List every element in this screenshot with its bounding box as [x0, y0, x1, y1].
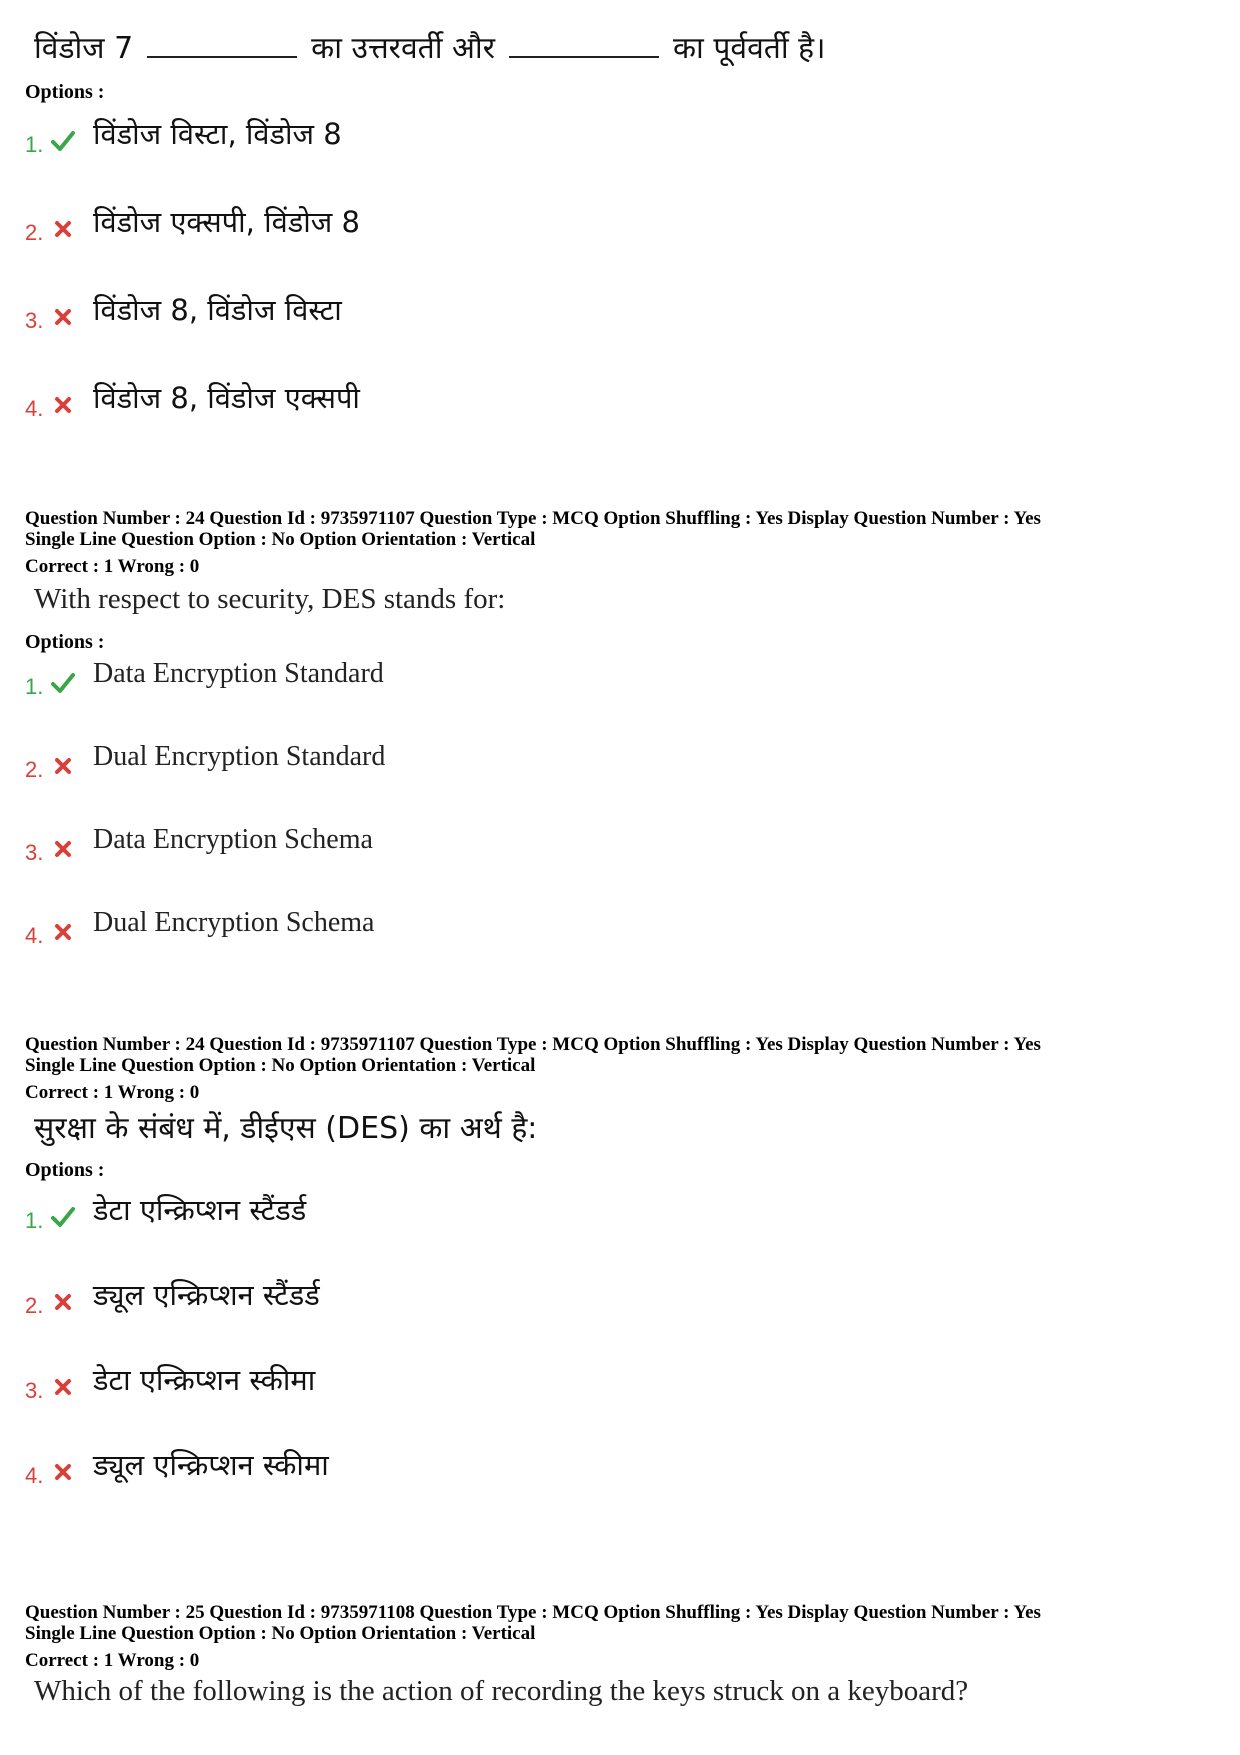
option-text: Dual Encryption Schema: [93, 907, 375, 938]
question-meta-line: Question Number : 24 Question Id : 9735971107 Question Type : MCQ Option Shuffling : Yes Display Question Number : Yes: [25, 508, 1041, 529]
option-number: 3.: [25, 1378, 44, 1403]
cross-icon: [51, 394, 75, 416]
option-4: [25, 380, 725, 420]
question-block-q24-english: [25, 508, 1225, 948]
question-meta-line: Single Line Question Option : No Option Orientation : Vertical: [25, 1055, 536, 1076]
option-number: 3.: [25, 840, 44, 865]
score-line: Correct : 1 Wrong : 0: [25, 556, 200, 577]
cross-icon: [51, 218, 75, 240]
blank-line: [509, 28, 659, 58]
option-1: [25, 116, 725, 156]
option-number: 1.: [25, 674, 44, 699]
option-text: Data Encryption Schema: [93, 824, 373, 855]
question-block-q25: [25, 1602, 1225, 1709]
blank-line: [147, 28, 297, 58]
question-meta-line: Single Line Question Option : No Option Orientation : Vertical: [25, 529, 536, 550]
option-1: [25, 1192, 725, 1232]
option-number: 2.: [25, 1293, 44, 1318]
option-1: [25, 658, 725, 698]
score-line: Correct : 1 Wrong : 0: [25, 1082, 200, 1103]
cross-icon: [51, 1376, 75, 1398]
cross-icon: [51, 921, 75, 943]
cross-icon: [51, 306, 75, 328]
option-number: 4.: [25, 1463, 44, 1488]
option-number: 1.: [25, 1208, 44, 1233]
option-3: [25, 1362, 725, 1402]
option-2: [25, 204, 725, 244]
option-text: Dual Encryption Standard: [93, 741, 386, 772]
question-text: सुरक्षा के संबंध में, डीईएस (DES) का अर्थ है:: [34, 1111, 538, 1146]
question-block-q24-hindi: [25, 1034, 1225, 1488]
question-text: [25, 28, 1225, 69]
option-number: 4.: [25, 923, 44, 948]
option-text: Data Encryption Standard: [93, 658, 384, 689]
option-text: विंडोज विस्टा, विंडोज 8: [93, 117, 342, 151]
option-4: [25, 1447, 725, 1487]
option-4: [25, 907, 725, 947]
question-text-part: का उत्तरवर्ती और: [311, 31, 495, 66]
option-text: ड्यूल एन्क्रिप्शन स्टैंडर्ड: [93, 1278, 320, 1312]
option-text: ड्यूल एन्क्रिप्शन स्कीमा: [93, 1448, 329, 1482]
question-text-part: का पूर्ववर्ती है।: [673, 31, 826, 66]
option-text: डेटा एन्क्रिप्शन स्कीमा: [93, 1363, 316, 1397]
option-2: [25, 741, 725, 781]
option-text: डेटा एन्क्रिप्शन स्टैंडर्ड: [93, 1193, 307, 1227]
option-text: विंडोज एक्सपी, विंडोज 8: [93, 205, 360, 239]
option-3: [25, 292, 725, 332]
options-label: Options :: [25, 81, 105, 103]
cross-icon: [51, 1461, 75, 1483]
question-meta-line: Question Number : 24 Question Id : 9735971107 Question Type : MCQ Option Shuffling : Yes Display Question Number : Yes: [25, 1034, 1041, 1055]
option-number: 3.: [25, 308, 44, 333]
option-2: [25, 1277, 725, 1317]
question-text: Which of the following is the action of recording the keys struck on a keyboard?: [34, 1675, 969, 1707]
question-text-part: विंडोज 7: [34, 31, 134, 66]
question-meta-line: Single Line Question Option : No Option Orientation : Vertical: [25, 1623, 536, 1644]
option-text: विंडोज 8, विंडोज विस्टा: [93, 293, 342, 327]
question-meta-line: Question Number : 25 Question Id : 9735971108 Question Type : MCQ Option Shuffling : Yes Display Question Number : Yes: [25, 1602, 1041, 1623]
option-text: विंडोज 8, विंडोज एक्सपी: [93, 381, 360, 415]
score-line: Correct : 1 Wrong : 0: [25, 1650, 200, 1671]
cross-icon: [51, 755, 75, 777]
option-number: 2.: [25, 757, 44, 782]
question-text: With respect to security, DES stands for:: [34, 583, 506, 615]
option-3: [25, 824, 725, 864]
cross-icon: [51, 838, 75, 860]
option-number: 4.: [25, 396, 44, 421]
option-number: 1.: [25, 132, 44, 157]
check-icon: [51, 130, 75, 152]
options-label: Options :: [25, 631, 105, 653]
check-icon: [51, 1206, 75, 1228]
options-label: Options :: [25, 1159, 105, 1181]
question-block-top: [25, 28, 1225, 421]
option-number: 2.: [25, 220, 44, 245]
check-icon: [51, 672, 75, 694]
cross-icon: [51, 1291, 75, 1313]
